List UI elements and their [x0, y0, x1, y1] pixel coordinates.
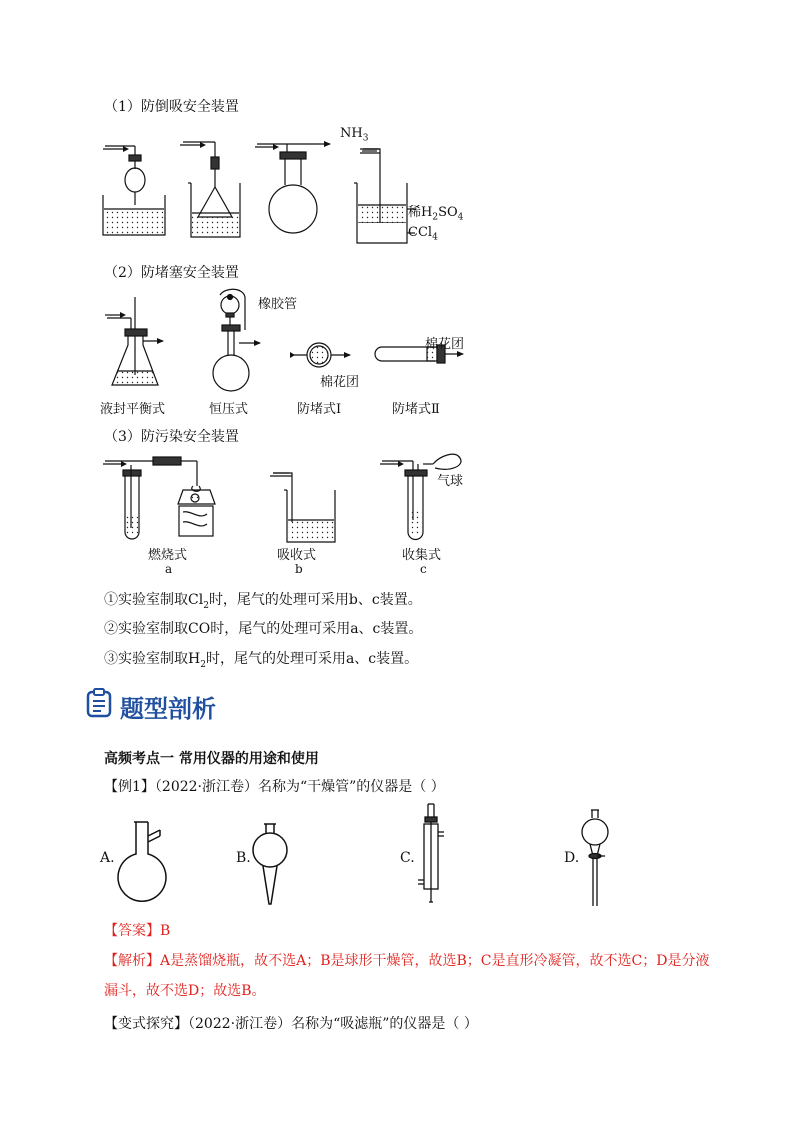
option-b-label: B.: [236, 850, 251, 866]
caption-anti-block-1: 防堵式Ⅰ: [297, 402, 342, 417]
answer: 【答案】B: [104, 923, 171, 939]
note-2: ②实验室制取CO时，尾气的处理可采用a、c装置。: [104, 621, 423, 637]
drying-tube-image: [245, 822, 295, 907]
anti-pollution-diagrams: [95, 450, 475, 545]
note-3: ③实验室制取$H_2$时，尾气的处理可采用a、c装置。: [104, 651, 419, 670]
caption-anti-block-2: 防堵式Ⅱ: [392, 402, 440, 417]
heading-anti-suckback: （1）防倒吸安全装置: [104, 99, 239, 115]
nh3-label: $NH_3$: [340, 126, 369, 144]
rubber-tube-label: 橡胶管: [258, 297, 298, 312]
caption-absorb: 吸收式: [277, 548, 317, 563]
cotton-ball-label-2: 棉花团: [425, 337, 465, 352]
clipboard-icon: [86, 688, 112, 718]
dilute-h2so4-label: 稀$H_2SO_4$: [408, 205, 464, 223]
option-c-label: C.: [400, 850, 415, 866]
distillation-flask-image: [116, 818, 176, 903]
caption-liquid-seal: 液封平衡式: [100, 402, 166, 417]
analysis-line-2: 漏斗，故不选D；故选B。: [104, 983, 266, 999]
caption-burn: 燃烧式: [148, 548, 188, 563]
analysis-line-1: 【解析】A是蒸馏烧瓶，故不选A；B是球形干燥管，故选B；C是直形冷凝管，故不选C；D是分液: [104, 953, 710, 969]
balloon-label: 气球: [437, 474, 464, 489]
cotton-ball-label-1: 棉花团: [320, 375, 360, 390]
condenser-image: [412, 802, 452, 907]
heading-anti-clog: （2）防堵塞安全装置: [104, 265, 239, 281]
subheading: 高频考点一 常用仪器的用途和使用: [104, 751, 319, 767]
example-1-question: 【例1】（2022·浙江卷）名称为“干燥管”的仪器是（ ）: [104, 779, 445, 795]
caption-collect: 收集式: [402, 548, 442, 563]
variant-question: 【变式探究】（2022·浙江卷）名称为“吸滤瓶”的仪器是（ ）: [104, 1016, 478, 1032]
caption-constant-pressure: 恒压式: [209, 402, 249, 417]
separatory-funnel-image: [575, 808, 615, 908]
letter-b: b: [295, 562, 303, 576]
section-title: 题型剖析: [120, 695, 216, 723]
note-1: ①实验室制取$Cl_2$时，尾气的处理可采用b、c装置。: [104, 592, 422, 611]
option-a-label: A.: [100, 850, 115, 866]
ccl4-label: CCl$_4$: [408, 225, 438, 243]
letter-a: a: [165, 562, 173, 576]
letter-c: c: [420, 562, 427, 576]
heading-anti-pollution: （3）防污染安全装置: [104, 429, 239, 445]
option-d-label: D.: [564, 850, 580, 866]
